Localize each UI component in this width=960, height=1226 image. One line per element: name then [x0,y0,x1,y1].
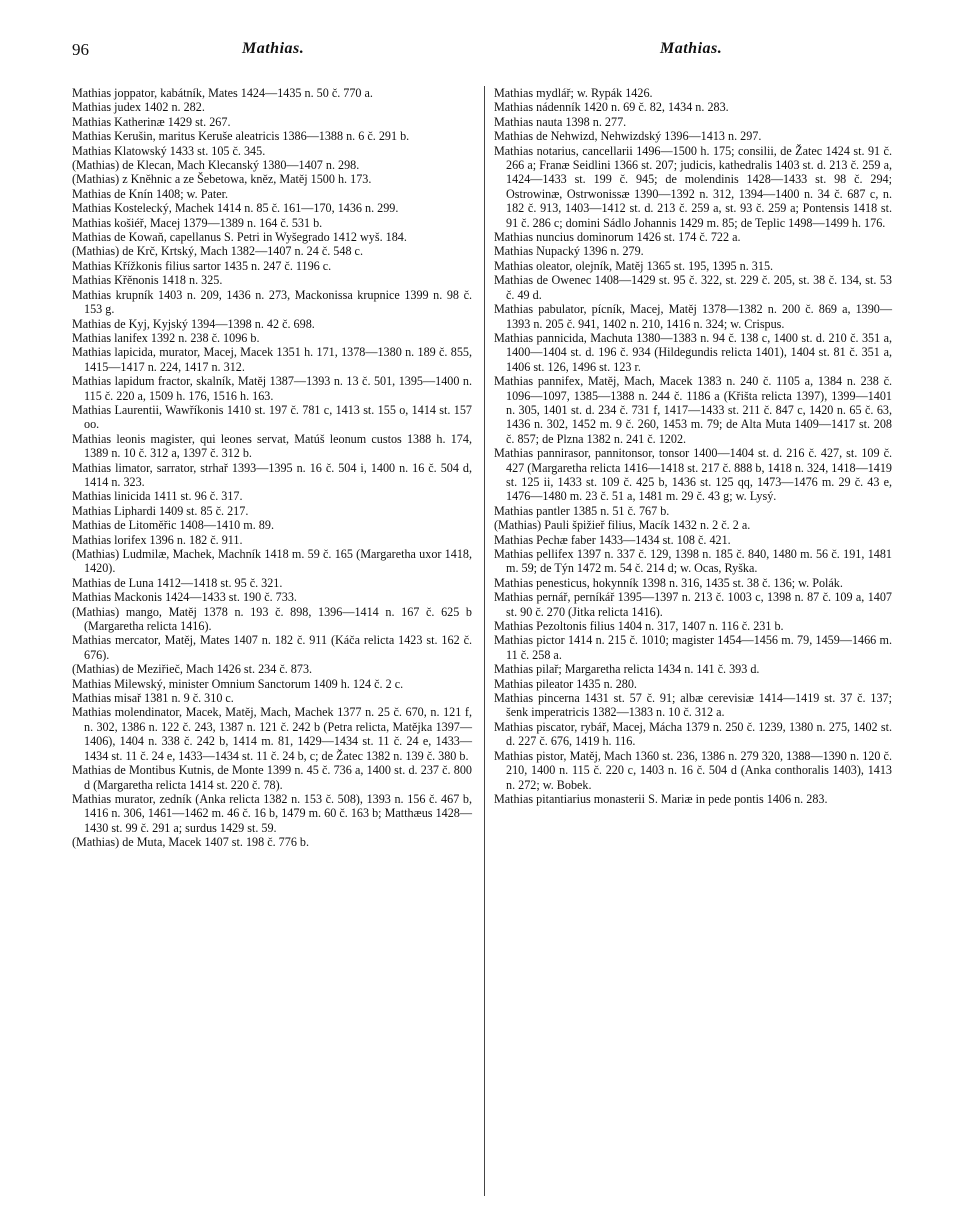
index-entry: Mathias pellifex 1397 n. 337 č. 129, 1398 n. 185 č. 840, 1480 m. 56 č. 191, 1481 m. 59; de Týn 1472 m. 54 č. 214 d; w. Ocas, Ryška. [494,547,892,576]
index-entry: Mathias joppator, kabátník, Mates 1424—1435 n. 50 č. 770 a. [72,86,373,100]
index-entry: Mathias Mackonis 1424—1433 st. 190 č. 733. [72,590,297,605]
index-entry: Mathias nauta 1398 n. 277. [494,114,627,129]
running-head-left: Mathias. [242,40,305,57]
right-column [494,86,892,806]
index-entry: Mathias pincerna 1431 st. 57 č. 91; albæ cerevisiæ 1414—1419 st. 37 č. 137; šenk imperatricis 1382—1383 n. 10 č. 312 a. [494,691,892,720]
index-entry: Mathias Katherinæ 1429 st. 267. [72,114,231,129]
index-entry: Mathias pernář, perníkář 1395—1397 n. 213 č. 1003 c, 1398 n. 87 č. 109 a, 1407 st. 90 č. 270 (Jitka relicta 1416). [494,590,892,619]
index-entry: Mathias nádenník 1420 n. 69 č. 82, 1434 n. 283. [494,100,729,115]
index-entry: (Mathias) de Klecan, Mach Klecanský 1380—1407 n. 298. [72,158,360,173]
index-entry: Mathias notarius, cancellarii 1496—1500 h. 175; consilii, de Žatec 1424 st. 91 č. 266 a; Franæ Seidlini 1366 st. 207; judicis, kathedralis 1403 st. d. 213 č. 259 a, 1424—1433 st. 199 č. 945; de molendinis 1428—1433 st. 98 č. 294; Ostrowinæ, Ostrwonissæ 1390—1392 n. 312, 1394—1400 n. 34 č. 687 c, n. 182 č. 913, 1403—1412 st. d. 213 č. 259 a, st. 93 č. 259 a; Pontensis 1418 st. 91 č. 286 c; domini Sádlo Johannis 1429 m. 85; de Teplic 1498—1499 h. 176. [494,143,892,230]
index-entry: Mathias pileator 1435 n. 280. [494,676,637,691]
index-entry: Mathias limator, sarrator, strhař 1393—1395 n. 16 č. 504 i, 1400 n. 16 č. 504 d, 1414 n. 323. [72,460,472,489]
index-entry: Mathias piscator, rybář, Macej, Mácha 1379 n. 250 č. 1239, 1380 n. 275, 1402 st. d. 227 č. 676, 1419 h. 116. [494,719,892,749]
index-entry: Mathias de Luna 1412—1418 st. 95 č. 321. [72,575,283,590]
index-entry: Mathias pitantiarius monasterii S. Mariæ in pede pontis 1406 n. 283. [494,791,828,806]
index-entry: Mathias Nupacký 1396 n. 279. [494,244,644,259]
column-divider [484,86,485,1196]
index-entry: (Mathias) de Muta, Macek 1407 st. 198 č. 776 b. [72,835,310,850]
index-entry: Mathias misař 1381 n. 9 č. 310 c. [72,691,234,706]
index-entry: Mathias molendinator, Macek, Matěj, Mach, Machek 1377 n. 25 č. 670, n. 121 f, n. 302, 1386 n. 122 č. 243, 1387 n. 121 č. 242 b (Petra relicta, Matějka 1397—1406), 1404 n. 338 č. 242 b, 1414 m. 81, 1429—1434 st. 11 č. 24 e, 1433—1434 st. 11 č. 24 e, 1433—1434 st. 11 č. 24 b, c; de Žatec 1382 n. 139 č. 380 b. [72,705,472,763]
index-entry: Mathias penesticus, hokynník 1398 n. 316, 1435 st. 38 č. 136; w. Polák. [494,575,843,590]
index-entry: Mathias pannifex, Matěj, Mach, Macek 1383 n. 240 č. 1105 a, 1384 n. 238 č. 1096—1097, 1385—1388 n. 244 č. 1186 a (Křišta relicta 1397), 1399—1401 n. 305, 1401 st. d. 234 č. 731 f, 1417—1433 st. 211 č. 847 c, 1420 n. 65 č. 63, 1436 n. 302, 1452 m. 9 č. 260, 1453 m. 79; de Alta Muta 1409—1417 st. 208 č. 857; de Plzna 1382 n. 241 č. 1202. [494,374,892,446]
index-entry: Mathias Pechæ faber 1433—1434 st. 108 č. 421. [494,532,731,547]
index-entry: Mathias murator, zedník (Anka relicta 1382 n. 153 č. 508), 1393 n. 156 č. 467 b, 1416 n. 306, 1461—1462 m. 46 č. 16 b, 1479 m. 60 č. 163 b; Matthæus 1428—1430 st. 99 č. 291 a; surdus 1429 st. 59. [72,791,472,835]
index-entry: Mathias pannicida, Machuta 1380—1383 n. 94 č. 138 c, 1400 st. d. 210 č. 351 a, 1400—1404 st. d. 196 č. 934 (Hildegundis relicta 1401), 1404 st. 81 č. 351 a, 1406 st. 126, 1496 st. 123 r. [494,330,892,374]
index-entry: Mathias pistor, Matěj, Mach 1360 st. 236, 1386 n. 279 320, 1388—1390 n. 120 č. 210, 1400 n. 115 č. 220 c, 1403 n. 16 č. 504 d (Anka conthoralis 1403), 1413 n. 272; w. Bobek. [494,748,892,792]
index-entry: Mathias de Montibus Kutnis, de Monte 1399 n. 45 č. 736 a, 1400 st. d. 237 č. 800 d (Margaretha relicta 1414 st. 220 č. 78). [72,763,472,792]
index-entry: Mathias de Knín 1408; w. Pater. [72,186,229,201]
index-entry: (Mathias) z Kněhnic a ze Šebetowa, kněz, Matěj 1500 h. 173. [72,172,372,187]
index-entry: Mathias krupník 1403 n. 209, 1436 n. 273, Mackonissa krupnice 1399 n. 98 č. 153 g. [72,287,472,317]
index-entry: Mathias Křěnonis 1418 n. 325. [72,273,223,288]
index-entry: Mathias Milewský, minister Omnium Sanctorum 1409 h. 124 č. 2 c. [72,676,404,691]
index-entry: Mathias lanifex 1392 n. 238 č. 1096 b. [72,330,260,345]
index-entry: Mathias de Kowaň, capellanus S. Petri in Wyšegrado 1412 wyš. 184. [72,230,407,245]
index-entry: Mathias de Kyj, Kyjský 1394—1398 n. 42 č. 698. [72,316,315,331]
index-entry: Mathias mydlář; w. Rypák 1426. [494,86,653,100]
index-entry: Mathias pannirasor, pannitonsor, tonsor 1400—1404 st. d. 216 č. 427, st. 109 č. 427 (Margaretha relicta 1416—1418 st. 217 č. 888 b, 1418 n. 324, 1418—1419 st. 125 ii, 1433 st. 109 č. 425 b, 1436 st. 125 qq, 1473—1476 m. 29 č. 43 e, 1476—1480 m. 23 č. 51 a, 1481 m. 29 č. 43 g; w. Lysý. [494,446,892,504]
index-entry: Mathias pictor 1414 n. 215 č. 1010; magister 1454—1456 m. 79, 1459—1466 m. 11 č. 258 a. [494,633,892,662]
left-column [72,86,472,850]
page-number: 96 [72,40,89,59]
index-entry: Mathias leonis magister, qui leones servat, Matúš leonum custos 1388 h. 174, 1389 n. 10 č. 312 a, 1397 č. 312 b. [72,431,472,461]
index-entry: Mathias Liphardi 1409 st. 85 č. 217. [72,503,249,518]
index-entry: Mathias Křížkonis filius sartor 1435 n. 247 č. 1196 c. [72,258,332,273]
index-entry: (Mathias) Pauli špižieř filius, Macík 1432 n. 2 č. 2 a. [494,518,751,533]
index-entry: Mathias pilař; Margaretha relicta 1434 n. 141 č. 393 d. [494,662,760,677]
index-entry: Mathias Laurentii, Wawříkonis 1410 st. 197 č. 781 c, 1413 st. 155 o, 1414 st. 157 oo. [72,402,472,432]
index-entry: Mathias oleator, olejník, Matěj 1365 st. 195, 1395 n. 315. [494,258,774,273]
index-entry: Mathias Klatowský 1433 st. 105 č. 345. [72,143,266,158]
running-head-right: Mathias. [660,40,723,57]
page-header [72,40,888,68]
index-entry: Mathias Kerušin, maritus Keruše aleatricis 1386—1388 n. 6 č. 291 b. [72,129,410,144]
index-entry: (Mathias) mango, Matěj 1378 n. 193 č. 898, 1396—1414 n. 167 č. 625 b (Margaretha relicta 1416). [72,604,472,634]
index-entry: Mathias de Owenec 1408—1429 st. 95 č. 322, st. 229 č. 205, st. 38 č. 134, st. 53 č. 49 d. [494,273,892,302]
index-entry: (Mathias) de Meziřieč, Mach 1426 st. 234 č. 873. [72,662,313,677]
index-entry: Mathias Kostelecký, Machek 1414 n. 85 č. 161—170, 1436 n. 299. [72,201,399,216]
index-entry: (Mathias) Ludmilæ, Machek, Machník 1418 m. 59 č. 165 (Margaretha uxor 1418, 1420). [72,547,472,576]
index-entry: Mathias lapidum fractor, skalník, Matěj 1387—1393 n. 13 č. 501, 1395—1400 n. 115 č. 220 a, 1509 h. 176, 1516 h. 163. [72,374,472,403]
index-entry: Mathias linicida 1411 st. 96 č. 317. [72,489,243,504]
index-entry: Mathias pabulator, pícník, Macej, Matěj 1378—1382 n. 200 č. 869 a, 1390—1393 n. 205 č. 941, 1402 n. 210, 1416 n. 324; w. Crispus. [494,302,892,331]
index-entry: Mathias de Nehwizd, Nehwizdský 1396—1413 n. 297. [494,129,762,144]
index-entry: Mathias de Litoměřic 1408—1410 m. 89. [72,518,274,533]
index-entry: Mathias nuncius dominorum 1426 st. 174 č. 722 a. [494,230,741,245]
index-entry: Mathias mercator, Matěj, Mates 1407 n. 182 č. 911 (Káča relicta 1423 st. 162 č. 676). [72,633,472,662]
index-entry: Mathias judex 1402 n. 282. [72,100,205,115]
index-entry: (Mathias) de Krč, Krtský, Mach 1382—1407 n. 24 č. 548 c. [72,244,363,259]
index-entry: Mathias Pezoltonis filius 1404 n. 317, 1407 n. 116 č. 231 b. [494,619,784,634]
index-entry: Mathias lorifex 1396 n. 182 č. 911. [72,532,243,547]
index-entry: Mathias košiéř, Macej 1379—1389 n. 164 č. 531 b. [72,215,323,230]
index-entry: Mathias pantler 1385 n. 51 č. 767 b. [494,503,670,518]
index-entry: Mathias lapicida, murator, Macej, Macek 1351 h. 171, 1378—1380 n. 189 č. 855, 1415—1417 n. 224, 1417 n. 312. [72,345,472,374]
